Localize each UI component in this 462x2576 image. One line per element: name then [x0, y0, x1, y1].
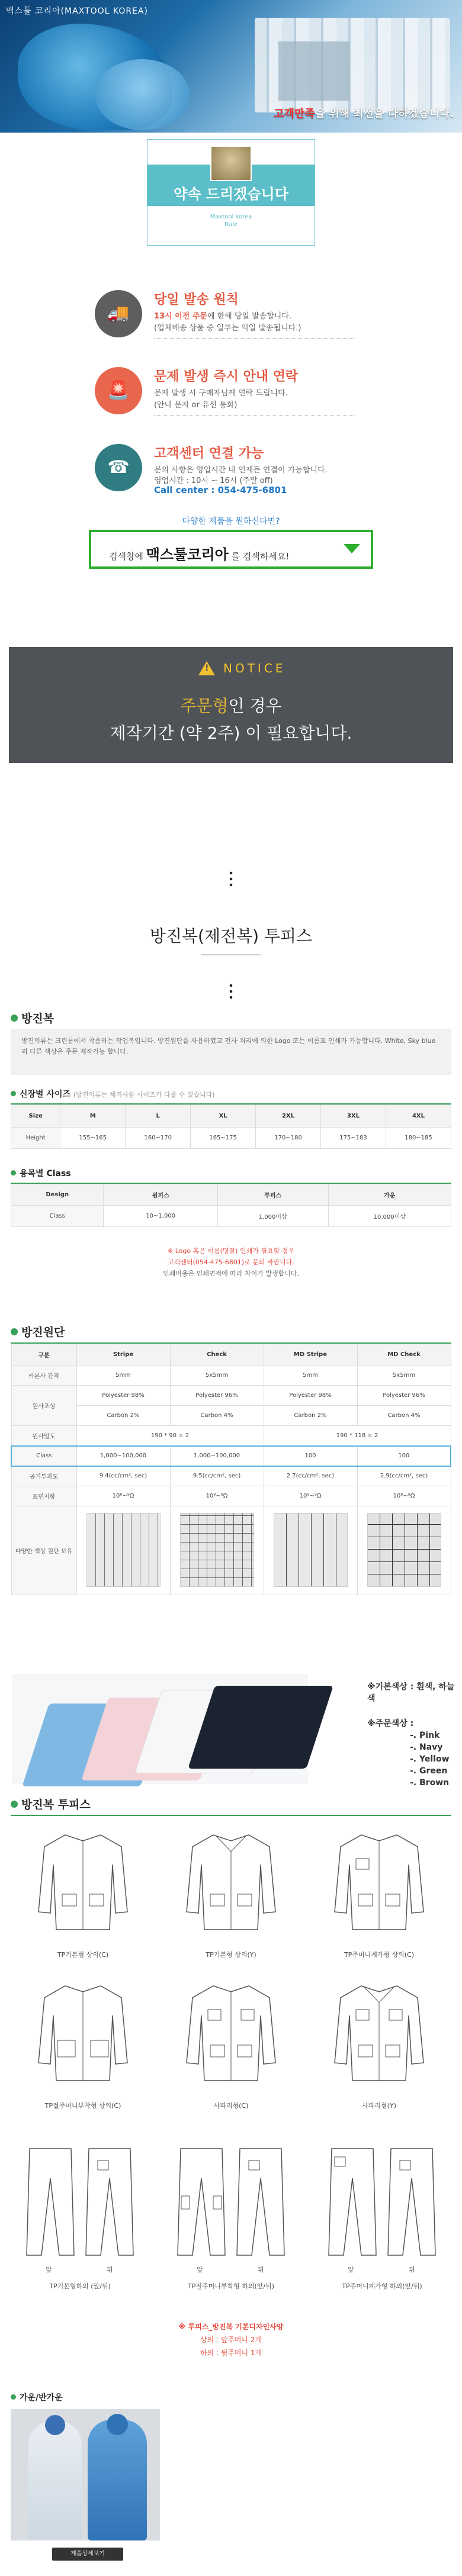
- product-card-pants[interactable]: [166, 2143, 296, 2291]
- table-header-row: Design 원피스 투피스 가운: [11, 1184, 451, 1206]
- service-same-day: [95, 287, 367, 340]
- section-description: 방진의류는 크린룸에서 착용하는 작업복입니다. 방진원단을 사용하였고 전사 처리에 의한 Logo 또는 이름표 인쇄가 가능합니다. White, Sky blue외 다른 색상은 주문 제작가능 합니다.: [11, 1029, 451, 1075]
- service-contact: [95, 364, 367, 417]
- table-header-row: Size M L XL 2XL 3XL 4XL: [11, 1105, 451, 1128]
- dot-separator: [229, 870, 233, 888]
- product-card[interactable]: [172, 1974, 290, 2110]
- twopiece-title: 방진복 투피스: [11, 1796, 91, 1812]
- fabric-table: [11, 1344, 451, 1595]
- product-caption: TP주머니계가형 상의(C): [344, 1951, 415, 1959]
- product-caption: 사파리형(Y): [362, 2102, 396, 2110]
- notice-line-1: 주문형인 경우: [180, 696, 282, 716]
- handshake-image: [210, 146, 252, 181]
- notice-box: [9, 647, 453, 763]
- fabric-color-image: [12, 1674, 308, 1784]
- promise-title: 약속 드리겠습니다: [174, 186, 288, 202]
- table-row: 표면저항 10⁸~⁹Ω 10⁸~⁹Ω 10⁸~⁹Ω 10⁸~⁹Ω: [11, 1486, 451, 1506]
- table-row: 원사밀도 190 * 90 ± 2 190 * 118 ± 2: [11, 1426, 451, 1446]
- table-row-swatches: 다양한 색상 원단 보유: [11, 1506, 451, 1595]
- notice-label: NOTICE: [223, 661, 286, 675]
- divider: [154, 415, 355, 416]
- phone-icon: ☎: [95, 444, 142, 491]
- md-check-fabric-swatch: [367, 1513, 441, 1587]
- md-stripe-fabric-swatch: [274, 1513, 348, 1587]
- class-title: 용목별 Class: [11, 1167, 71, 1179]
- hero-banner: [0, 0, 462, 133]
- divider: [154, 338, 355, 339]
- product-caption: TP절주머니부착형 하의(앞/뒤): [187, 2282, 275, 2290]
- stripe-fabric-swatch: [86, 1513, 161, 1587]
- search-banner-text: 검색창에 맥스툴코리아 를 검색하세요!: [109, 546, 290, 563]
- service-line: 영업시간 : 10시 ~ 16시 (주말 off): [154, 476, 273, 485]
- pants-icon: [15, 2143, 145, 2261]
- service-head: 당일 발송 원칙: [154, 292, 239, 307]
- product-caption: TP기본형 상의(C): [57, 1951, 109, 1959]
- service-line: 문제 발생 시 구매자님께 연락 드립니다.: [154, 389, 288, 398]
- machine-part-image: [278, 41, 349, 101]
- product-card[interactable]: [24, 1974, 142, 2110]
- product-card[interactable]: [24, 1823, 142, 1959]
- notice-line-2: 제작기간 (약 2주) 이 필요합니다.: [110, 723, 352, 743]
- product-card-pants[interactable]: [317, 2143, 447, 2291]
- product-card[interactable]: [320, 1823, 438, 1959]
- gown-title: 가운/반가운: [11, 2391, 63, 2403]
- product-card-pants[interactable]: [15, 2143, 145, 2291]
- product-caption: TP절주머니부착형 상의(C): [44, 2102, 121, 2110]
- service-line: (안내 문자 or 유선 통화): [154, 401, 238, 410]
- hood-cap: [107, 2414, 128, 2435]
- back-label: 뒤: [258, 2266, 264, 2274]
- color-info: ※기본색상 : 흰색, 하늘색 ※주문색상 : -. Pink -. Navy -. Yellow -. Green -. Brown: [367, 1682, 455, 1788]
- person-blue-gown: [88, 2420, 147, 2540]
- section-line: [11, 1815, 451, 1816]
- service-line: 문의 사항은 영업시간 내 언제든 연결이 가능합니다.: [154, 466, 328, 475]
- size-title: 신장별 사이즈 (방진의류는 체격사항 사이즈가 다를 수 있습니다): [11, 1088, 215, 1100]
- size-table: [11, 1105, 451, 1149]
- section-title: 방진복: [11, 1010, 54, 1026]
- hero-title: 맥스툴 코리아(MAXTOOL KOREA): [6, 7, 148, 16]
- service-head: 고객센터 연결 가능: [154, 446, 264, 461]
- table-header-row: 구분 Stripe Check MD Stripe MD Check: [11, 1344, 451, 1366]
- table-row: 카본사 간격 5mm 5x5mm 5mm 5x5mm: [11, 1366, 451, 1386]
- product-caption: TP기본형하의 (앞/뒤): [49, 2282, 111, 2290]
- page-title: 방진복(제전복) 투피스: [149, 926, 313, 946]
- gown-photo[interactable]: [11, 2409, 160, 2540]
- back-label: 뒤: [409, 2266, 415, 2274]
- service-line: (업체배송 상품 중 일부는 익일 발송됩니다.): [154, 324, 301, 333]
- class-table: [11, 1184, 451, 1227]
- hood-cap: [45, 2415, 65, 2435]
- product-caption: TP기본형 상의(Y): [206, 1951, 256, 1959]
- jacket-icon: [33, 1823, 133, 1936]
- check-fabric-swatch: [180, 1513, 254, 1587]
- truck-icon: 🚚: [95, 290, 142, 337]
- table-row: 공기투과도 9.4(cc/cm², sec) 9.5(cc/cm², sec) 2.7(cc/cm², sec) 2.9(cc/cm², sec): [11, 1466, 451, 1486]
- fabric-title: 방진원단: [11, 1324, 65, 1339]
- divider: [201, 954, 261, 955]
- jacket-icon: [33, 1974, 133, 2086]
- product-card[interactable]: [172, 1823, 290, 1959]
- jacket-icon: [329, 1974, 429, 2086]
- pants-icon: [166, 2143, 296, 2261]
- table-row: Carbon 2% Carbon 4% Carbon 2% Carbon 4%: [11, 1406, 451, 1426]
- front-label: 앞: [46, 2266, 52, 2274]
- promise-subtitle: Maxtool korea Rule: [210, 214, 252, 228]
- product-caption: TP주머니계가형 하의(앞/뒤): [342, 2282, 422, 2290]
- down-arrow-icon: [344, 544, 360, 553]
- design-summary: ※ 투피스_방진복 기본디자인사양 상의 : 앞주머니 2개 하의 : 뒷주머니 1개: [178, 2323, 284, 2357]
- person-white-gown: [28, 2421, 82, 2539]
- service-callcenter: [95, 441, 367, 506]
- product-detail-button[interactable]: 제품상세보기: [52, 2548, 123, 2561]
- front-label: 앞: [197, 2266, 203, 2274]
- jacket-icon: [181, 1974, 281, 2086]
- product-caption: 사파리형(C): [213, 2102, 249, 2110]
- ask-text: 다양한 제품을 원하신다면?: [182, 517, 280, 526]
- service-line: 13시 이전 주문에 한해 당일 발송합니다.: [154, 312, 292, 321]
- jacket-icon: [329, 1823, 429, 1936]
- jacket-icon: [181, 1823, 281, 1936]
- service-head: 문제 발생 즉시 안내 연락: [154, 369, 299, 384]
- table-row: Class 10~1,000 1,000이상 10,000이상: [11, 1206, 451, 1227]
- table-row-highlight: Class 1,000~100,000 1,000~100,000 100 100: [11, 1446, 451, 1466]
- warning-icon: !: [198, 661, 215, 675]
- hero-subtitle: 고객만족을 위해 최선을 다하겠습니다.: [274, 108, 454, 120]
- front-label: 앞: [348, 2266, 354, 2274]
- search-banner[interactable]: [89, 530, 373, 569]
- glove-image-detail: [95, 59, 190, 130]
- call-center-number[interactable]: Call center : 054-475-6801: [154, 485, 287, 495]
- product-card[interactable]: [320, 1974, 438, 2110]
- table-row: 원사조성 Polyester 98% Polyester 96% Polyester 98% Polyester 96%: [11, 1386, 451, 1406]
- pants-icon: [317, 2143, 447, 2261]
- back-label: 뒤: [107, 2266, 113, 2274]
- alarm-light-icon: 🚨: [95, 367, 142, 414]
- table-row: Height 155~165 160~170 165~175 170~180 175~183 180~185: [11, 1128, 451, 1149]
- promise-box: [147, 139, 315, 246]
- logo-note: ※ Logo 혹은 이름(명찰) 인쇄가 필요할 경우 고객센터(054-475-6801)로 문의 바랍니다. 인쇄비용은 인쇄면적에 따라 차이가 발생합니다.: [162, 1247, 299, 1277]
- dot-separator: [229, 983, 233, 1000]
